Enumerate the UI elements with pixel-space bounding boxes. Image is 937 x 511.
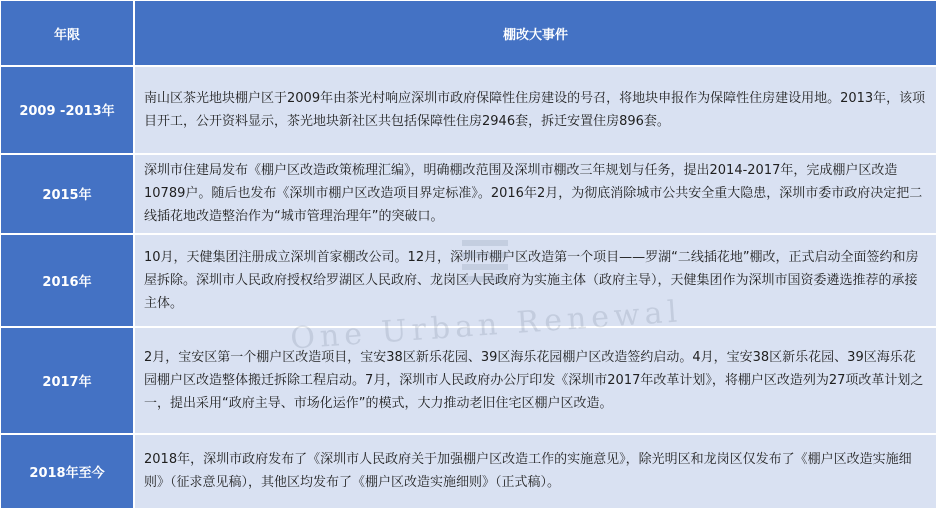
year-cell: 2016年 — [1, 235, 135, 328]
event-cell: 深圳市住建局发布《棚户区改造政策梳理汇编》，明确棚改范围及深圳市棚改三年规划与任务，提出2014-2017年，完成棚户区改造10789户。随后也发布《深圳市棚户区改造项目界定标准》。2016年2月，为彻底消除城市公共安全重大隐患，深圳市委市政府决定把二线插花地改造整治作为“城市管理治理年”的突破口。 — [135, 155, 936, 235]
table-row — [1, 67, 936, 154]
event-cell: 2月，宝安区第一个棚户区改造项目，宝安38区新乐花园、39区海乐花园棚户区改造签约启动。4月，宝安38区新乐花园、39区海乐花园棚户区改造整体搬迁拆除工程启动。7月，深圳市人民政府办公厅印发《深圳市2017年改革计划》，将棚户区改造列为27项改革计划之一，提出采用“政府主导、市场化运作”的模式，大力推动老旧住宅区棚户区改造。 — [135, 328, 936, 434]
event-cell: 南山区茶光地块棚户区于2009年由茶光村响应深圳市政府保障性住房建设的号召，将地块申报作为保障性住房建设用地。2013年，该项目开工，公开资料显示，茶光地块新社区共包括保障性住房2946套，拆迁安置住房896套。 — [135, 67, 936, 154]
year-cell: 2015年 — [1, 155, 135, 235]
year-cell: 2009 -2013年 — [1, 67, 135, 154]
table-row — [1, 328, 936, 434]
year-cell: 2017年 — [1, 328, 135, 434]
header-year: 年限 — [1, 1, 135, 67]
event-cell: 2018年，深圳市政府发布了《深圳市人民政府关于加强棚户区改造工作的实施意见》，除光明区和龙岗区仅发布了《棚户区改造实施细则》（征求意见稿），其他区均发布了《棚户区改造实施细则》（正式稿）。 — [135, 435, 936, 510]
watermark-text: One Urban Renewal — [289, 294, 684, 357]
table-row — [1, 235, 936, 328]
event-cell: 10月，天健集团注册成立深圳首家棚改公司。12月，深圳市棚户区改造第一个项目——罗湖“二线插花地”棚改，正式启动全面签约和房屋拆除。深圳市人民政府授权给罗湖区人民政府、龙岗区人民政府为实施主体（政府主导），天健集团作为深圳市国资委遴选推荐的承接主体。 — [135, 235, 936, 328]
header-row — [1, 1, 936, 67]
events-table — [1, 1, 936, 510]
header-event: 棚改大事件 — [135, 1, 936, 67]
table-row — [1, 435, 936, 510]
table-row — [1, 155, 936, 235]
year-cell: 2018年至今 — [1, 435, 135, 510]
